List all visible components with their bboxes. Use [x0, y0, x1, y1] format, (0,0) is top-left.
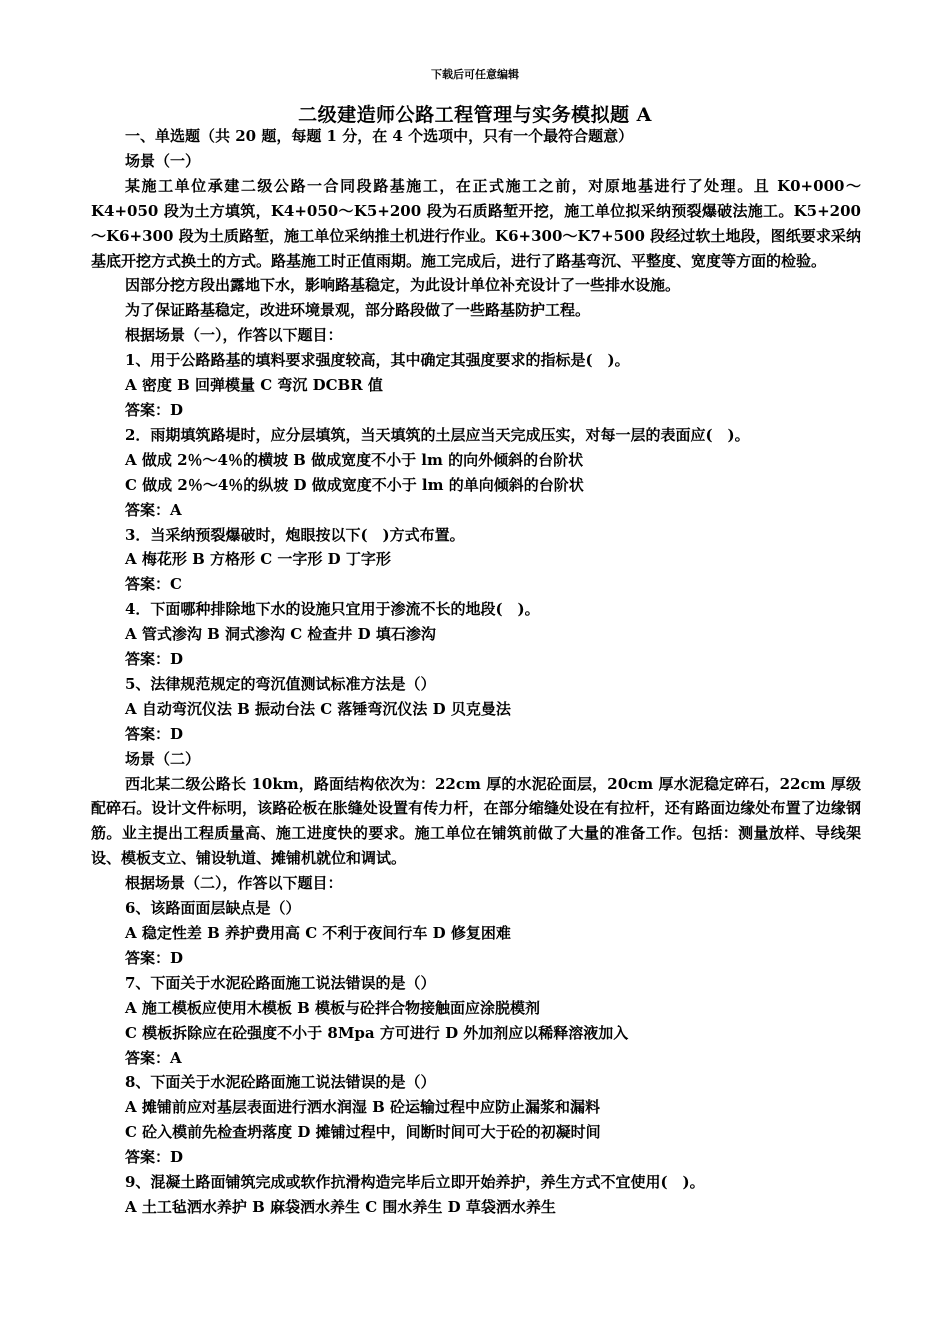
scenario-paragraph: 为了保证路基稳定，改进环境景观，部分路段做了一些路基防护工程。 — [125, 301, 591, 320]
question-line: 7、下面关于水泥砼路面施工说法错误的是（） — [125, 973, 436, 992]
section-heading-single-choice: 一、单选题（共 20 题，每题 1 分，在 4 个选项中，只有一个最符合题意） — [125, 127, 634, 145]
document-title: 二级建造师公路工程管理与实务模拟题 A — [298, 104, 652, 126]
question-line: 4．下面哪种排除地下水的设施只宜用于渗流不长的地段( )。 — [125, 600, 540, 619]
answer-line: 答案：D — [125, 400, 184, 419]
options-line: A 密度 B 回弹模量 C 弯沉 DCBR 值 — [125, 376, 383, 395]
options-line: C 做成 2％～4％的纵坡 D 做成宽度不小于 lm 的单向倾斜的台阶状 — [125, 475, 584, 494]
options-line: A 做成 2％～4％的横坡 B 做成宽度不小于 lm 的向外倾斜的台阶状 — [125, 450, 584, 469]
question-line: 6、该路面面层缺点是（） — [125, 899, 301, 918]
answer-line: 答案：A — [125, 500, 182, 519]
options-line: A 管式渗沟 B 洞式渗沟 C 检查井 D 填石渗沟 — [125, 625, 436, 644]
instruction-line: 根据场景（一），作答以下题目： — [125, 326, 343, 345]
options-line: C 模板拆除应在砼强度不小于 8Mpa 方可进行 D 外加剂应以稀释溶液加入 — [125, 1023, 629, 1042]
answer-line: 答案：D — [125, 948, 184, 967]
scenario-paragraph: 某施工单位承建二级公路一合同段路基施工，在正式施工之前，对原地基进行了处理。且 K0+000～K4+050 段为土方填筑，K4+050～K5+200 段为石质路堑开挖，施工单位拟采纳预裂爆破法施工。K5+200～K6+300 段为土质路堑，施工单位采纳推土机进行作业。K6+300～K7+500 段经过软土地段，图纸要求采纳基底开挖方式换土的方式。路基施工时正值雨期。施工完成后，进行了路基弯沉、平整度、宽度等方面的检验。 — [91, 176, 861, 270]
answer-line: 答案：D — [125, 650, 184, 669]
scenario-paragraph: 因部分挖方段出露地下水，影响路基稳定，为此设计单位补充设计了一些排水设施。 — [125, 276, 681, 295]
options-line: A 土工毡洒水养护 B 麻袋洒水养生 C 围水养生 D 草袋洒水养生 — [125, 1197, 556, 1216]
scenario-heading: 场景（一） — [125, 151, 201, 170]
answer-line: 答案：A — [125, 1048, 182, 1067]
question-line: 3．当采纳预裂爆破时，炮眼按以下( )方式布置。 — [125, 525, 465, 544]
question-line: 5、法律规范规定的弯沉值测试标准方法是（） — [125, 674, 436, 693]
question-line: 1、用于公路路基的填料要求强度较高，其中确定其强度要求的指标是( )。 — [125, 351, 630, 370]
instruction-line: 根据场景（二），作答以下题目： — [125, 874, 343, 893]
options-line: A 摊铺前应对基层表面进行洒水润湿 B 砼运输过程中应防止漏浆和漏料 — [125, 1098, 600, 1117]
question-line: 9、混凝土路面铺筑完成或软作抗滑构造完毕后立即开始养护，养生方式不宜使用( )。 — [125, 1173, 705, 1192]
document-body — [91, 124, 861, 1220]
question-line: 2．雨期填筑路堤时，应分层填筑，当天填筑的土层应当天完成压实，对每一层的表面应( )。 — [125, 425, 750, 444]
answer-line: 答案：C — [125, 575, 182, 594]
question-line: 8、下面关于水泥砼路面施工说法错误的是（） — [125, 1073, 436, 1092]
header-note: 下载后可任意编辑 — [431, 68, 519, 81]
options-line: A 稳定性差 B 养护费用高 C 不利于夜间行车 D 修复困难 — [125, 924, 511, 942]
scenario-heading: 场景（二） — [125, 749, 201, 768]
scenario-paragraph: 西北某二级公路长 10km，路面结构依次为：22cm 厚的水泥砼面层，20cm 厚水泥稳定碎石，22cm 厚级配碎石。设计文件标明，该路砼板在胀缝处设置有传力杆，在部分缩缝处设在有拉杆，还有路面边缘处布置了边缘钢筋。业主提出工程质量高、施工进度快的要求。施工单位在铺筑前做了大量的准备工作。包括：测量放样、导线架设、模板支立、铺设轨道、摊铺机就位和调试。 — [91, 774, 861, 868]
options-line: A 梅花形 B 方格形 C 一字形 D 丁字形 — [125, 550, 391, 569]
options-line: A 自动弯沉仪法 B 振动台法 C 落锤弯沉仪法 D 贝克曼法 — [125, 699, 511, 718]
answer-line: 答案：D — [125, 1148, 184, 1167]
options-line: C 砼入模前先检查坍落度 D 摊铺过程中，间断时间可大于砼的初凝时间 — [125, 1123, 601, 1142]
answer-line: 答案：D — [125, 724, 184, 743]
options-line: A 施工模板应使用木模板 B 模板与砼拌合物接触面应涂脱模剂 — [125, 998, 540, 1017]
